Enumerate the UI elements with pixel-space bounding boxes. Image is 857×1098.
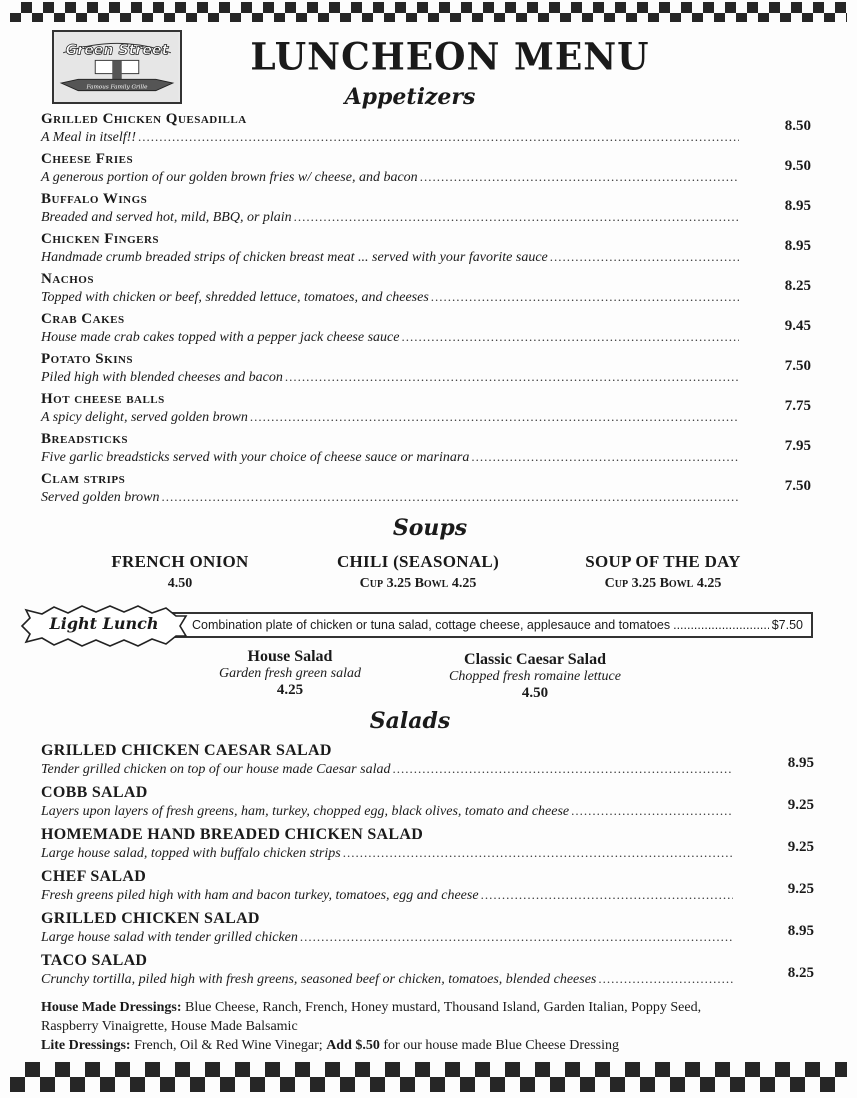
dressings-note — [41, 998, 761, 1055]
side-salad-name: House Salad — [247, 648, 333, 665]
item-line — [41, 844, 733, 862]
menu-item — [41, 190, 811, 230]
menu-item — [41, 952, 814, 994]
menu-item — [41, 150, 811, 190]
side-salad-price: 4.25 — [276, 682, 304, 698]
item-name: Crab Cakes — [41, 311, 125, 327]
dot-leader — [285, 368, 739, 386]
item-description: Five garlic breadsticks served with your choice of cheese sauce or marinara — [41, 450, 470, 465]
item-description: A Meal in itself!! — [41, 130, 136, 145]
item-description: Handmade crumb breaded strips of chicken breast meat ... served with your favorite sauce — [41, 250, 548, 265]
menu-item — [41, 910, 814, 952]
dot-leader — [431, 288, 739, 306]
menu-item — [41, 270, 811, 310]
item-line — [41, 970, 733, 988]
item-line — [41, 368, 739, 386]
menu-item — [41, 110, 811, 150]
item-name: Cheese Fries — [41, 151, 134, 167]
item-price: 8.25 — [784, 278, 811, 294]
item-description: Large house salad with tender grilled chicken — [41, 930, 298, 945]
light-lunch-price: $7.50 — [771, 618, 803, 632]
house-dressings-list: Blue Cheese, Ranch, French, Honey mustard, Thousand Island, Garden Italian, Poppy Seed, Raspberry Vinaigrette, House Made Balsamic — [41, 1000, 702, 1034]
item-description: Crunchy tortilla, piled high with fresh greens, seasoned beef or chicken, tomatoes, blended cheeses — [41, 972, 597, 987]
appetizers-heading: Appetizers — [344, 84, 476, 110]
menu-item — [41, 470, 811, 510]
dot-leader — [571, 802, 733, 820]
soups-heading: Soups — [392, 515, 468, 541]
dot-leader — [161, 488, 739, 506]
item-name: GRILLED CHICKEN SALAD — [41, 910, 260, 927]
item-price: 8.95 — [784, 198, 811, 214]
item-description: Layers upon layers of fresh greens, ham, turkey, chopped egg, black olives, tomato and cheese — [41, 804, 570, 819]
item-line — [41, 328, 739, 346]
side-salad-price: 4.50 — [521, 685, 549, 701]
item-name: Nachos — [41, 271, 94, 287]
soup-item — [313, 552, 523, 592]
appetizer-list — [41, 110, 811, 510]
dot-leader — [300, 928, 733, 946]
item-line — [41, 802, 733, 820]
restaurant-logo — [52, 30, 182, 104]
light-lunch-badge — [18, 604, 190, 648]
item-name: COBB SALAD — [41, 784, 148, 801]
blue-cheese-addon-note: for our house made Blue Cheese Dressing — [383, 1038, 619, 1053]
item-line — [41, 248, 739, 266]
dot-leader — [673, 618, 769, 632]
item-line — [41, 886, 733, 904]
item-description: Topped with chicken or beef, shredded lettuce, tomatoes, and cheeses — [41, 290, 429, 305]
side-salad-description: Chopped fresh romaine lettuce — [449, 669, 621, 684]
menu-item — [41, 310, 811, 350]
item-line — [41, 928, 733, 946]
item-line — [41, 168, 739, 186]
dot-leader — [598, 970, 733, 988]
lite-dressings — [41, 1036, 761, 1055]
dot-leader — [471, 448, 739, 466]
item-name: Chicken Fingers — [41, 231, 160, 247]
dot-leader — [420, 168, 739, 186]
soup-price: 4.50 — [167, 576, 193, 591]
item-line — [41, 128, 739, 146]
item-description: Piled high with blended cheeses and bacon — [41, 370, 283, 385]
item-line — [41, 288, 739, 306]
item-description: Large house salad, topped with buffalo chicken strips — [41, 846, 341, 861]
item-line — [41, 488, 739, 506]
menu-item — [41, 868, 814, 910]
menu-item — [41, 826, 814, 868]
item-line — [41, 760, 733, 778]
item-price: 9.25 — [787, 881, 814, 897]
item-description: A spicy delight, served golden brown — [41, 410, 248, 425]
item-name: Hot cheese balls — [41, 391, 165, 407]
logo-subtext: Famous Family Grille — [86, 84, 148, 91]
light-lunch-description: Combination plate of chicken or tuna salad, cottage cheese, applesauce and tomatoes — [192, 618, 671, 632]
item-price: 8.95 — [784, 238, 811, 254]
item-price: 8.95 — [787, 755, 814, 771]
item-name: Potato Skins — [41, 351, 134, 367]
page-title: LUNCHEON MENU — [250, 34, 650, 80]
soup-name: CHILI (SEASONAL) — [336, 552, 500, 571]
light-lunch-bar — [168, 612, 813, 638]
side-salad-caesar — [425, 651, 645, 702]
menu-item — [41, 230, 811, 270]
salads-heading: Salads — [369, 708, 451, 734]
checkered-border-top — [10, 2, 847, 22]
item-name: Clam strips — [41, 471, 126, 487]
menu-item — [41, 784, 814, 826]
salad-list — [41, 742, 814, 994]
item-line — [41, 208, 739, 226]
item-description: Breaded and served hot, mild, BBQ, or plain — [41, 210, 292, 225]
item-price: 7.75 — [784, 398, 811, 414]
light-lunch-banner — [18, 610, 813, 642]
item-price: 9.50 — [784, 158, 811, 174]
menu-item — [41, 350, 811, 390]
lite-dressings-list: French, Oil & Red Wine Vinegar; — [134, 1038, 323, 1053]
item-price: 7.50 — [784, 478, 811, 494]
item-price: 8.95 — [787, 923, 814, 939]
item-line — [41, 408, 739, 426]
lite-dressings-label: Lite Dressings: — [41, 1038, 131, 1053]
side-salad-house — [190, 648, 390, 699]
dot-leader — [392, 760, 733, 778]
side-salad-description: Garden fresh green salad — [219, 666, 361, 681]
soup-price: Cup 3.25 Bowl 4.25 — [604, 576, 722, 591]
item-name: Grilled Chicken Quesadilla — [41, 111, 247, 127]
item-name: CHEF SALAD — [41, 868, 147, 885]
soup-name: FRENCH ONION — [111, 552, 249, 571]
item-name: TACO SALAD — [41, 952, 148, 969]
side-salad-name: Classic Caesar Salad — [464, 651, 606, 668]
item-price: 9.25 — [787, 839, 814, 855]
menu-item — [41, 430, 811, 470]
item-price: 7.50 — [784, 358, 811, 374]
dot-leader — [250, 408, 739, 426]
dot-leader — [294, 208, 739, 226]
soup-item — [80, 552, 280, 592]
logo-text: Green Street — [65, 42, 169, 59]
house-dressings-label: House Made Dressings: — [41, 1000, 182, 1015]
menu-item — [41, 390, 811, 430]
menu-item — [41, 742, 814, 784]
item-name: Buffalo Wings — [41, 191, 148, 207]
item-price: 9.25 — [787, 797, 814, 813]
dot-leader — [481, 886, 733, 904]
item-price: 8.25 — [787, 965, 814, 981]
item-line — [41, 448, 739, 466]
soup-name: SOUP OF THE DAY — [585, 552, 741, 571]
item-name: Breadsticks — [41, 431, 129, 447]
item-description: A generous portion of our golden brown fries w/ cheese, and bacon — [41, 170, 418, 185]
checkered-border-bottom — [10, 1062, 847, 1092]
dot-leader — [401, 328, 739, 346]
dot-leader — [550, 248, 739, 266]
item-price: 8.50 — [784, 118, 811, 134]
item-price: 9.45 — [784, 318, 811, 334]
dot-leader — [138, 128, 739, 146]
item-name: GRILLED CHICKEN CAESAR SALAD — [41, 742, 332, 759]
soup-item — [563, 552, 763, 592]
item-description: Tender grilled chicken on top of our house made Caesar salad — [41, 762, 391, 777]
item-name: HOMEMADE HAND BREADED CHICKEN SALAD — [41, 826, 424, 843]
soup-price: Cup 3.25 Bowl 4.25 — [359, 576, 477, 591]
blue-cheese-addon-label: Add $.50 — [326, 1038, 380, 1053]
item-description: Fresh greens piled high with ham and bacon turkey, tomatoes, egg and cheese — [41, 888, 479, 903]
dot-leader — [343, 844, 733, 862]
item-price: 7.95 — [784, 438, 811, 454]
house-dressings — [41, 998, 761, 1036]
item-description: House made crab cakes topped with a pepper jack cheese sauce — [41, 330, 400, 345]
light-lunch-label: Light Lunch — [49, 614, 159, 633]
item-description: Served golden brown — [41, 490, 160, 505]
